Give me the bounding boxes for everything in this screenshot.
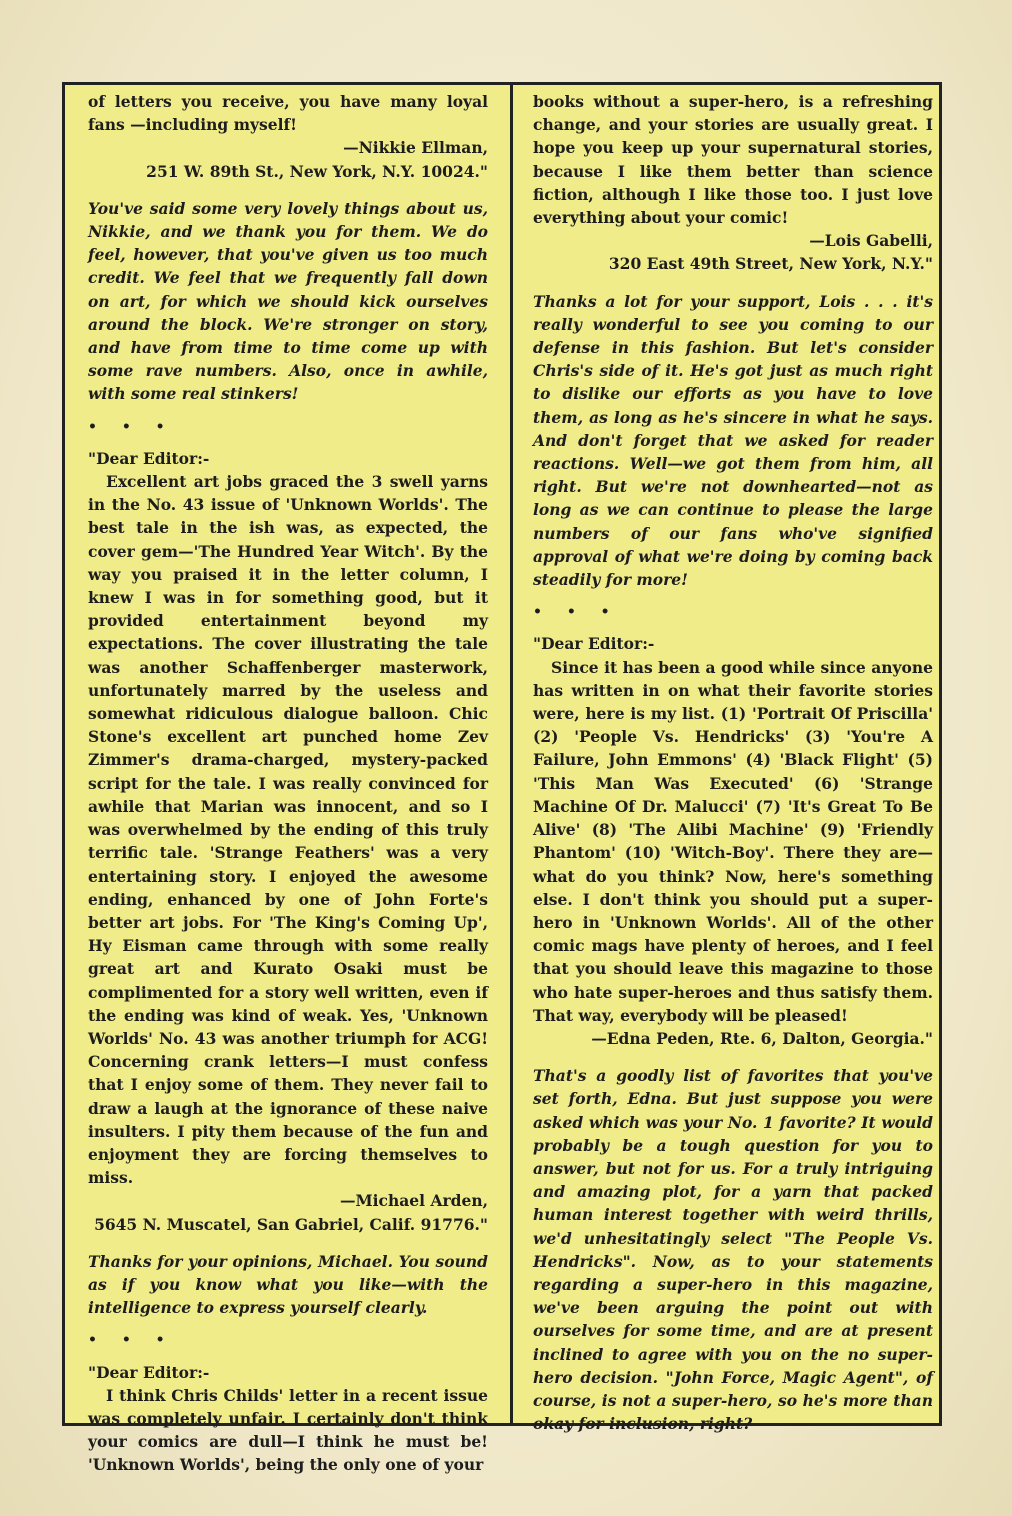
letter-lois-start: I think Chris Childs' letter in a recent issue was completely unfair. I certainly don't think your comics are dull—I think he must be! 'Unknown Worlds', being the only one of your (88, 1385, 488, 1475)
letter-michael: Excellent art jobs graced the 3 swell yarns in the No. 43 issue of 'Unknown Worlds'. The best tale in the ish was, as expected, the cover gem—'The Hundred Year Witch'. By the way you praised it in the letter column, I knew I was in for something good, but it provided entertainment beyond my expectations. The cover illustrating the tale was another Schaffenberger masterwork, unfortunately marred by the useless and somewhat ridiculous dialogue balloon. Chic Stone's excellent art punched home Zev Zimmer's drama-charged, mystery-packed script for the tale. I was really convinced for awhile that Marian was innocent, and so I was overwhelmed by the ending of this truly terrific tale. 'Strange Feathers' was a very entertaining story. I enjoyed the awesome ending, enhanced by one of John Forte's better art jobs. For 'The King's Coming Up', Hy Eisman came through with some really great art and Kurato Osaki must be complimented for a story well written, even if the ending was kind of weak. Yes, 'Unknown Worlds' No. 43 was another triumph for ACG! Concerning crank letters—I must confess that I enjoy some of them. They never fail to draw a laugh at the ignorance of these naive insulters. I pity them because of the fun and enjoyment they are forcing themselves to miss. (88, 472, 488, 1188)
editor-reply-nikkie: You've said some very lovely things about us, Nikkie, and we thank you for them. We do feel, however, that you've given us too much credit. We feel that we frequently fall down on art, for which we should kick ourselves around the block. We're stronger on story, and have from time to time come up with some rave numbers. Also, once in awhile, with some real stinkers! (88, 198, 488, 404)
left-column (88, 90, 488, 1477)
letter-edna: Since it has been a good while since anyone has written in on what their favorite stories were, here is my list. (1) 'Portrait Of Priscilla' (2) 'People Vs. Hendricks' (3) 'You're A Failure, John Emmons' (4) 'Black Flight' (5) 'This Man Was Executed' (6) 'Strange Machine Of Dr. Malucci' (7) 'It's Great To Be Alive' (8) 'The Alibi Machine' (9) 'Friendly Phantom' (10) 'Witch-Boy'. There they are—what do you think? Now, here's something else. I don't think you should put a super-hero in 'Unknown Worlds'. All of the other comic mags have plenty of heroes, and I feel that you should leave this magazine to those who hate super-heroes and thus satisfy them. That way, everybody will be pleased! (533, 657, 933, 1025)
section-separator: • • • (533, 604, 620, 621)
signature-lois: —Lois Gabelli, (809, 231, 933, 251)
signature-nikkie: —Nikkie Ellman, (343, 138, 488, 158)
column-divider (510, 82, 513, 1426)
section-separator: • • • (88, 418, 175, 435)
editor-reply-edna: That's a goodly list of favorites that you've set forth, Edna. But just suppose you were asked which was your No. 1 favorite? It would probably be a tough question for you to answer, but not for us. For a truly intriguing and amazing plot, for a yarn that packed human interest together with weird thrills, we'd unhesitatingly select "The People Vs. Hendricks". Now, as to your statements regarding a super-hero in this magazine, we've been arguing the point out with ourselves for some time, and are at present inclined to agree with you on the no super-hero decision. "John Force, Magic Agent", of course, is not a super-hero, so he's more than okay for inclusion, right? (533, 1066, 933, 1434)
section-separator: • • • (88, 1332, 175, 1349)
letter-ending-paragraph: of letters you receive, you have many loyal fans —including myself! (88, 92, 488, 135)
address-michael: 5645 N. Muscatel, San Gabriel, Calif. 91776." (94, 1214, 488, 1234)
salutation: "Dear Editor:- (88, 448, 210, 468)
signature-edna: —Edna Peden, Rte. 6, Dalton, Georgia." (591, 1028, 933, 1048)
salutation: "Dear Editor:- (88, 1362, 210, 1382)
editor-reply-michael: Thanks for your opinions, Michael. You sound as if you know what you like—with the intelligence to express yourself clearly. (88, 1251, 488, 1318)
right-column (533, 90, 933, 1445)
letter-lois-end: books without a super-hero, is a refreshing change, and your stories are usually great. I hope you keep up your supernatural stories, because I like them better than science fiction, although I like those too. I just love everything about your comic! (533, 92, 933, 228)
editor-reply-lois: Thanks a lot for your support, Lois . . . it's really wonderful to see you coming to our defense in this fashion. But let's consider Chris's side of it. He's got just as much right to dislike our efforts as you have to love them, as long as he's sincere in what he says. And don't forget that we asked for reader reactions. Well—we got them from him, all right. But we're not downhearted—not as long as we can continue to please the large numbers of our fans who've signified approval of what we're doing by coming back steadily for more! (533, 291, 933, 590)
address-lois: 320 East 49th Street, New York, N.Y." (608, 254, 933, 274)
address-nikkie: 251 W. 89th St., New York, N.Y. 10024." (146, 161, 488, 181)
signature-michael: —Michael Arden, (340, 1191, 488, 1211)
salutation: "Dear Editor:- (533, 634, 655, 654)
